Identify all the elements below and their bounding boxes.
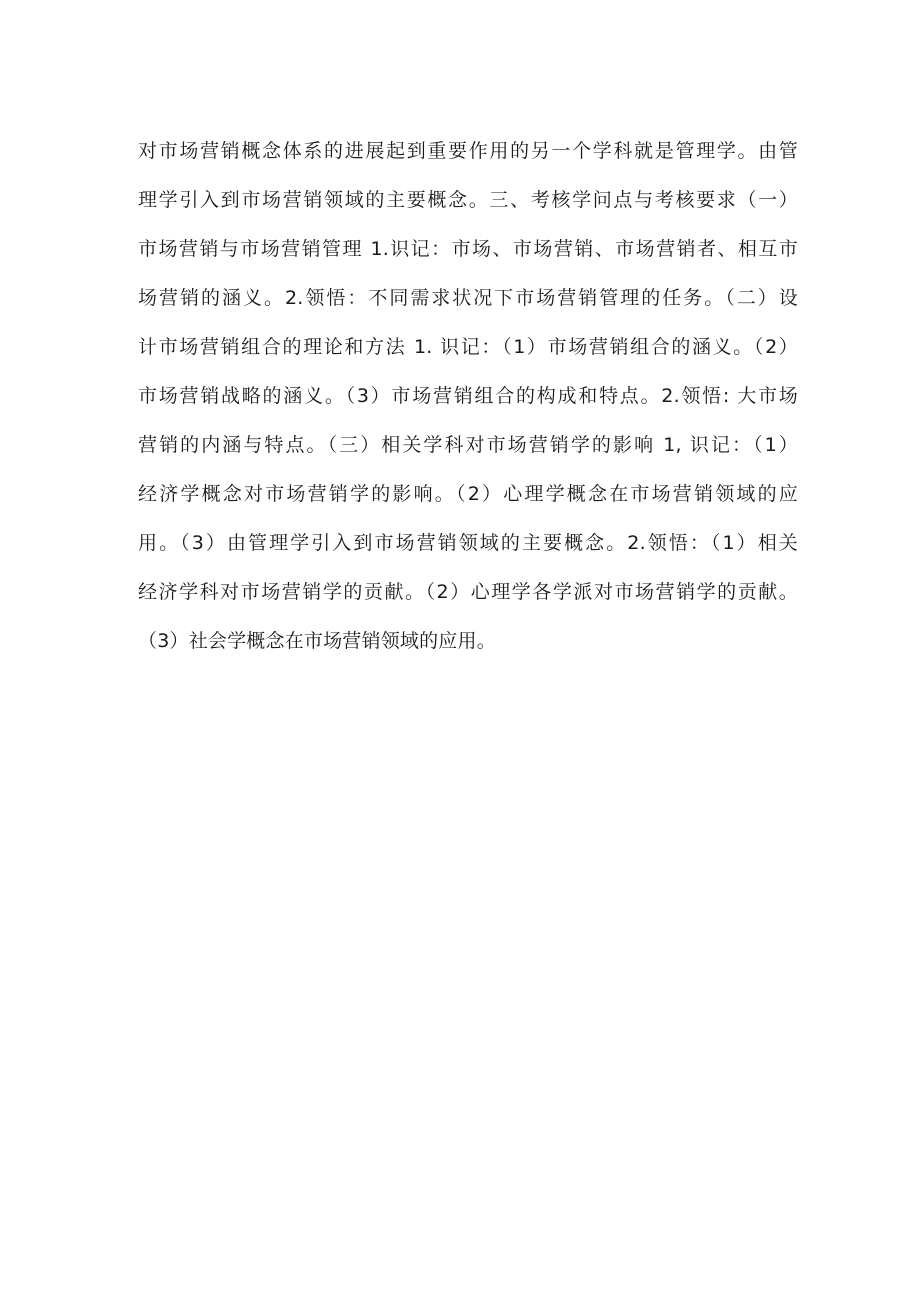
text-line-3: 市场营销与市场营销管理 1.识记：市场、市场营销、市场营销者、相互市 <box>138 238 798 260</box>
text-line-1: 对市场营销概念体系的进展起到重要作用的另一个学科就是管理学。由管 <box>138 140 798 162</box>
text-line-10: 经济学科对市场营销学的贡献。（2）心理学各学派对市场营销学的贡献。 <box>138 581 798 603</box>
text-line-5: 计市场营销组合的理论和方法 1. 识记：（1）市场营销组合的涵义。（2） <box>138 336 798 358</box>
text-line-9: 用。（3）由管理学引入到市场营销领域的主要概念。2.领悟：（1）相关 <box>138 532 798 554</box>
text-line-6: 市场营销战略的涵义。（3）市场营销组合的构成和特点。2.领悟: 大市场 <box>138 385 798 407</box>
text-line-7: 营销的内涵与特点。（三）相关学科对市场营销学的影响 1, 识记：（1） <box>138 434 798 456</box>
text-line-2: 理学引入到市场营销领域的主要概念。三、考核学问点与考核要求（一） <box>138 189 798 211</box>
body-text <box>138 133 798 672</box>
text-line-4: 场营销的涵义。2.领悟：不同需求状况下市场营销管理的任务。（二）设 <box>138 287 798 309</box>
text-line-8: 经济学概念对市场营销学的影响。（2）心理学概念在市场营销领域的应 <box>138 483 798 505</box>
text-line-11: （3）社会学概念在市场营销领域的应用。 <box>138 630 496 652</box>
